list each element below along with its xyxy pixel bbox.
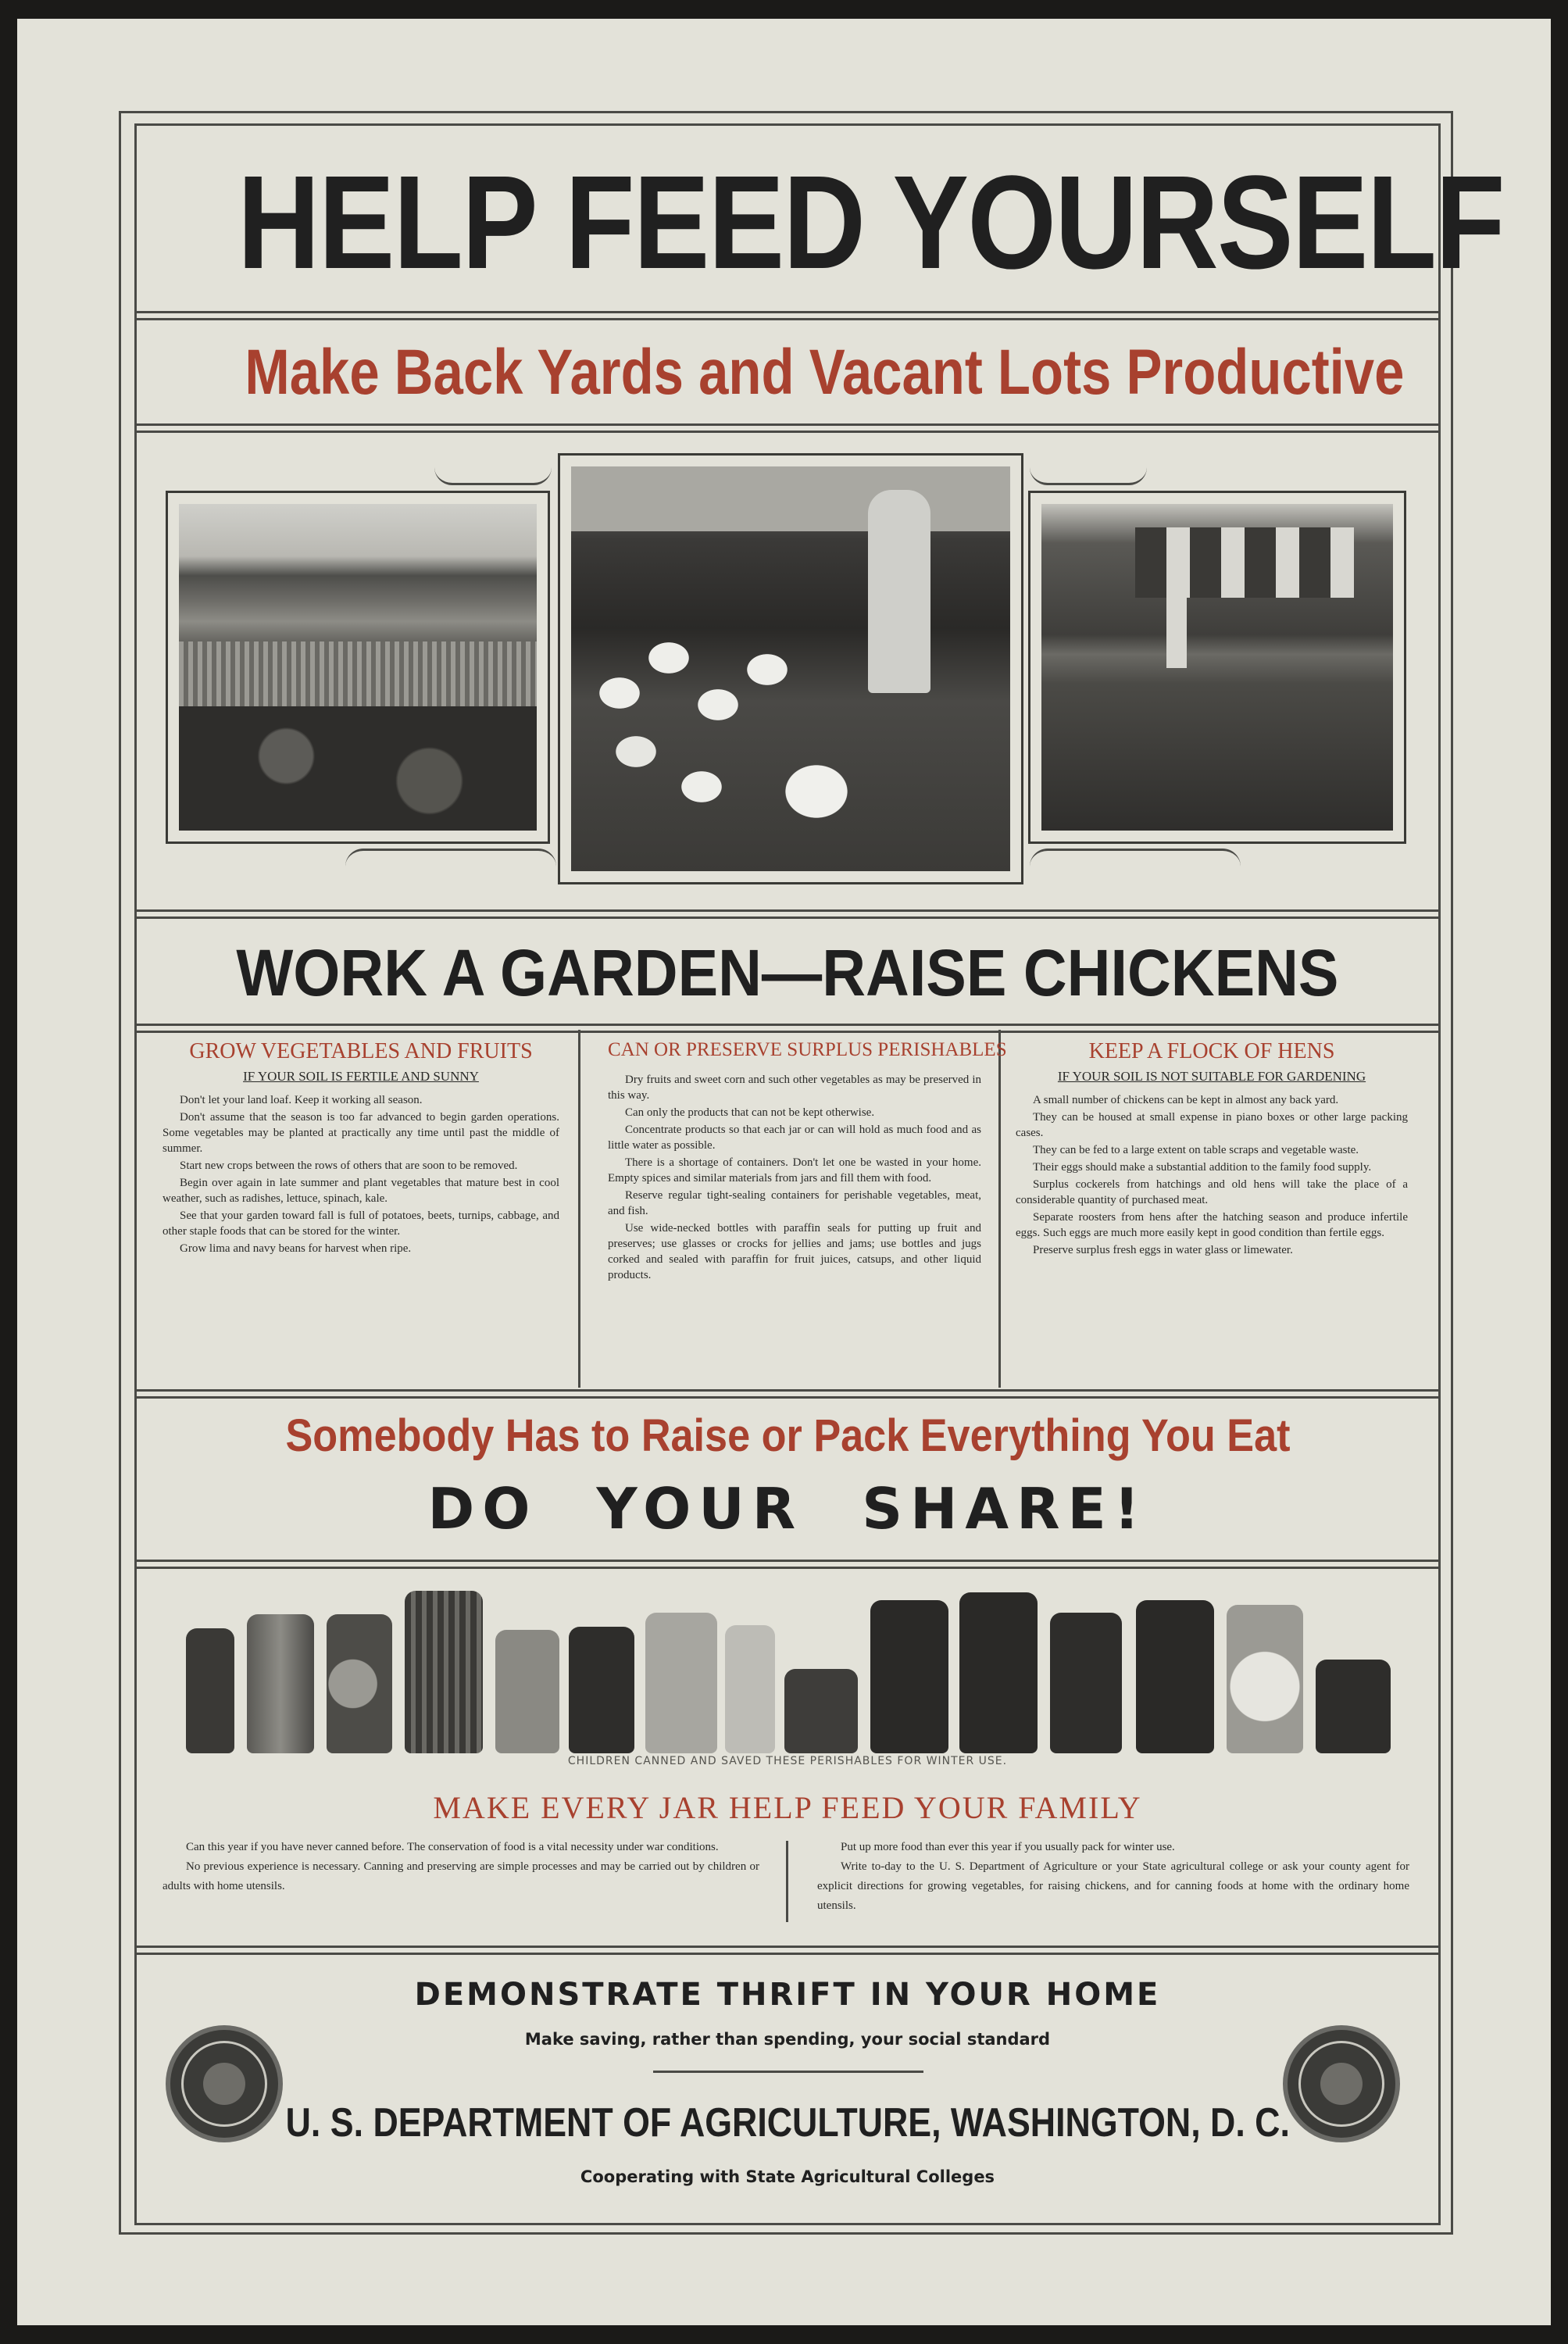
jar-text-left: Can this year if you have never canned before. The conservation of food is a vital necessity under war conditions. No previous experience is necessary. Canning and preserving are simple processes and may be carried out by children or adults with home utensils. bbox=[163, 1841, 759, 1892]
column-hens bbox=[1016, 1039, 1408, 1260]
chickens-photo bbox=[558, 453, 1023, 884]
jar bbox=[405, 1591, 483, 1753]
department-name: U. S. DEPARTMENT OF AGRICULTURE, WASHINGTON, D. C. bbox=[285, 2100, 1290, 2146]
jar bbox=[1227, 1605, 1303, 1753]
jar bbox=[1136, 1600, 1214, 1753]
jar bbox=[645, 1613, 717, 1753]
cooperating-line: Cooperating with State Agricultural Colleges bbox=[580, 2167, 995, 2186]
man-hoeing-photo bbox=[1028, 491, 1406, 844]
column-heading: KEEP A FLOCK OF HENS bbox=[1088, 1039, 1335, 1063]
column-subheading: IF YOUR SOIL IS NOT SUITABLE FOR GARDENING bbox=[1057, 1069, 1366, 1084]
jar bbox=[247, 1614, 314, 1753]
column-divider bbox=[786, 1841, 788, 1922]
column-text: Dry fruits and sweet corn and such other vegetables as may be preserved in this way. Can only the products that can not be kept otherwise. Concentrate products so that each jar or can will hold as much food and as little water as possible. There is a shortage of containers. Don't let one be wasted in your home. Empty spices and similar materials from jars and fill them with food. Reserve regular tight-sealing containers for perishable vegetables, meat, and fish. Use wide-necked bottles with paraffin seals for putting up fruit and preserves; use glasses or crocks for jellies and jams; use bottles and jugs corked and sealed with paraffin for fruit juices, catsups, and other liquid products. bbox=[608, 1074, 981, 1281]
column-heading: GROW VEGETABLES AND FRUITS bbox=[189, 1039, 533, 1063]
column-text: Don't let your land loaf. Keep it working all season. Don't assume that the season is too far advanced to begin garden operations. Some vegetables may be planted at practically any time until past the middle of summer. Start new crops between the rows of others that are soon to be removed. Begin over again in late summer and plant vegetables that mature best in cool weather, such as radishes, lettuce, spinach, kale. See that your garden toward fall is full of potatoes, beets, turnips, cabbage, and other staple foods that can be stored for the winter. Grow lima and navy beans for harvest when ripe. bbox=[163, 1094, 559, 1255]
jar bbox=[784, 1669, 858, 1753]
poster-subtitle: Make Back Yards and Vacant Lots Productive bbox=[245, 337, 1405, 408]
column-divider bbox=[998, 1030, 1001, 1388]
canned-jars-photo bbox=[181, 1585, 1400, 1753]
footer-rule bbox=[653, 2071, 923, 2073]
section-heading: WORK A GARDEN—RAISE CHICKENS bbox=[236, 936, 1339, 1009]
jar bbox=[1316, 1660, 1391, 1753]
column-divider bbox=[578, 1030, 580, 1388]
jar bbox=[959, 1592, 1038, 1753]
thrift-heading: DEMONSTRATE THRIFT IN YOUR HOME bbox=[414, 1977, 1161, 2013]
divider bbox=[134, 1024, 1441, 1026]
slogan: Somebody Has to Raise or Pack Everything You Eat bbox=[284, 1410, 1291, 1461]
divider bbox=[134, 909, 1441, 912]
jars-caption: CHILDREN CANNED AND SAVED THESE PERISHABLES FOR WINTER USE. bbox=[567, 1755, 1008, 1767]
call-to-action: DO YOUR SHARE! bbox=[427, 1476, 1148, 1542]
divider bbox=[134, 1946, 1441, 1948]
divider bbox=[134, 1560, 1441, 1562]
jar bbox=[569, 1627, 634, 1753]
column-heading: CAN OR PRESERVE SURPLUS PERISHABLES bbox=[608, 1039, 1007, 1060]
ornament-flourish bbox=[1030, 849, 1241, 866]
ornament-flourish bbox=[434, 467, 552, 485]
ornament-flourish bbox=[1030, 467, 1147, 485]
divider bbox=[134, 1389, 1441, 1392]
jar bbox=[725, 1625, 775, 1753]
column-vegetables bbox=[163, 1039, 559, 1258]
jar bbox=[495, 1630, 559, 1753]
jar-heading: MAKE EVERY JAR HELP FEED YOUR FAMILY bbox=[433, 1790, 1142, 1825]
column-preserve bbox=[608, 1039, 1007, 1285]
garden-photo bbox=[166, 491, 550, 844]
divider bbox=[134, 311, 1441, 313]
column-subheading: IF YOUR SOIL IS FERTILE AND SUNNY bbox=[243, 1069, 479, 1084]
jar bbox=[327, 1614, 392, 1753]
jar-text-right: Put up more food than ever this year if you usually pack for winter use. Write to-day to the U. S. Department of Agriculture or your State agricultural college or ask your county agent for explicit directions for growing vegetables, for raising chickens, and for canning foods at home with the ordinary home utensils. bbox=[817, 1841, 1409, 1912]
jar bbox=[1050, 1613, 1122, 1753]
jar bbox=[186, 1628, 234, 1753]
jar bbox=[870, 1600, 948, 1753]
ornament-flourish bbox=[345, 849, 556, 866]
poster-title: HELP FEED YOURSELF bbox=[237, 148, 1504, 297]
thrift-subheading: Make saving, rather than spending, your social standard bbox=[524, 2030, 1051, 2049]
divider bbox=[134, 423, 1441, 426]
column-text: A small number of chickens can be kept in almost any back yard. They can be housed at small expense in piano boxes or other large packing cases. They can be fed to a large extent on table scraps and vegetable waste. Their eggs should make a substantial addition to the family food supply. Surplus cockerels from hatchings and old hens will take the place of a considerable quantity of purchased meat. Separate roosters from hens after the hatching season and produce infertile eggs. Such eggs are much more easily kept in good condition than fertile eggs. Preserve surplus fresh eggs in water glass or limewater. bbox=[1016, 1094, 1408, 1256]
